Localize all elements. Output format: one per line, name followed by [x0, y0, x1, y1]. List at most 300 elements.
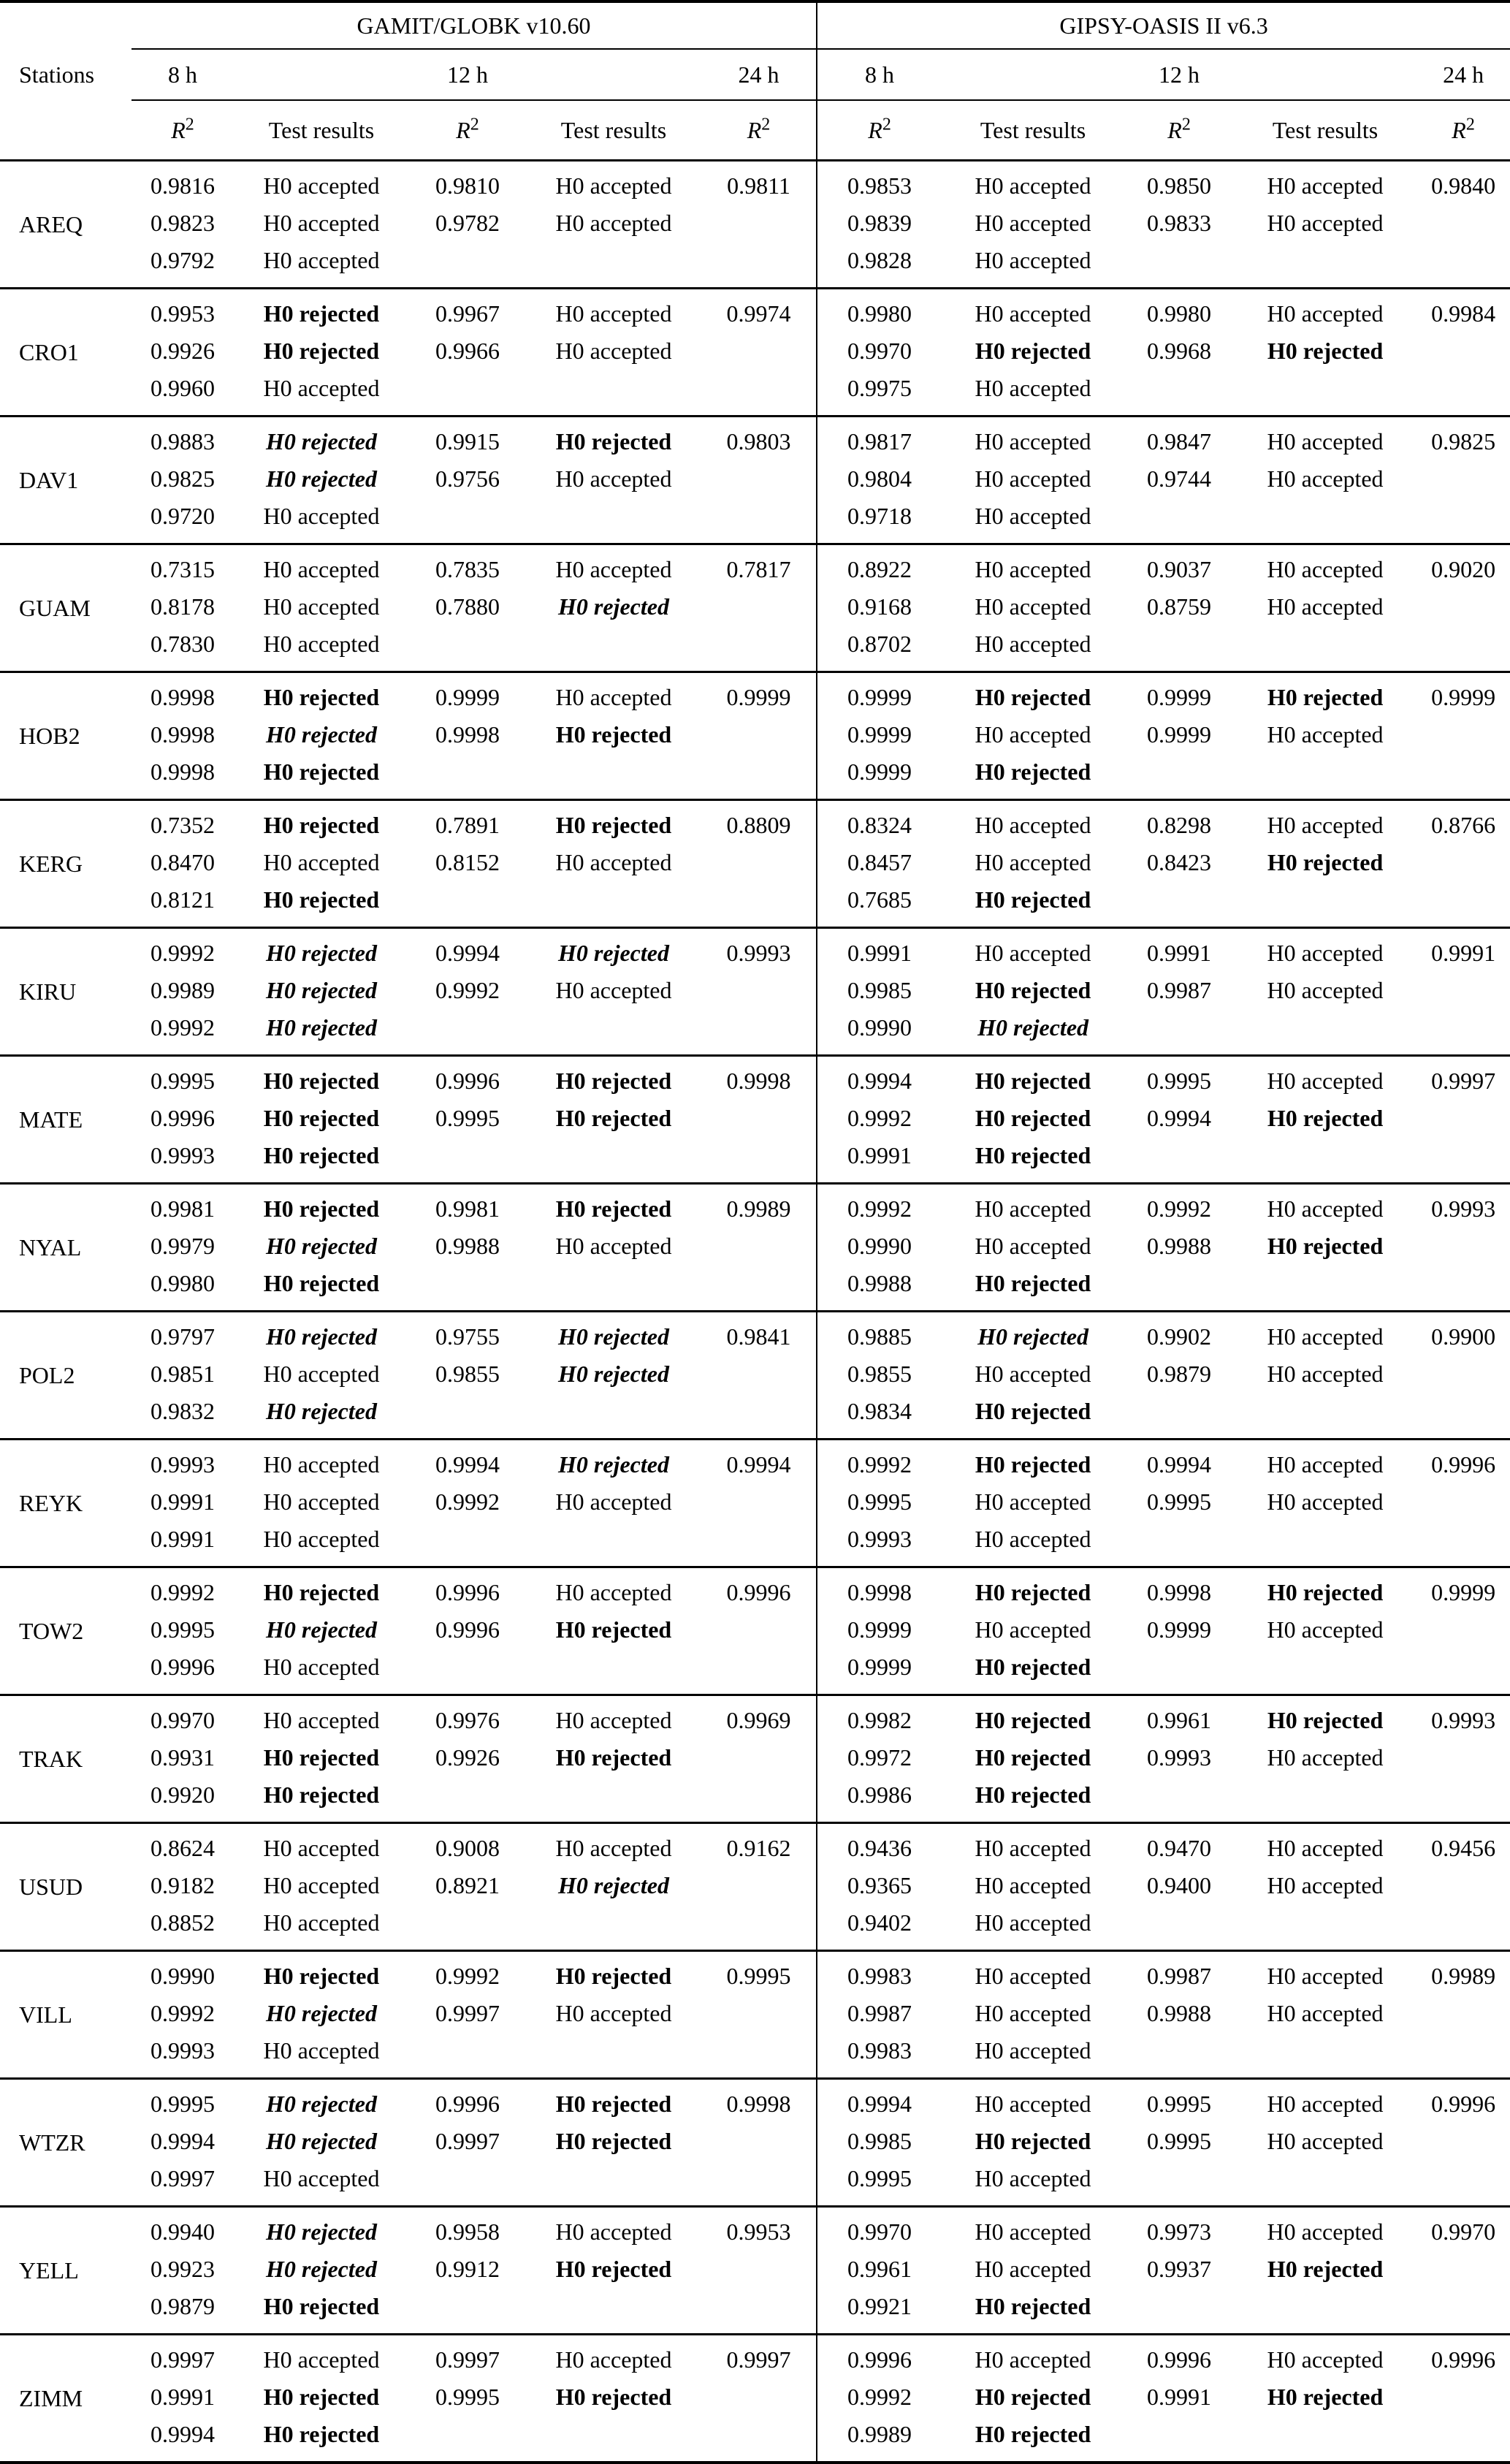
- r2-value: 0.9958: [435, 2218, 500, 2245]
- r2-value: 0.9900: [1431, 1323, 1496, 1350]
- table-row: [0, 1823, 1510, 1951]
- test-result: H0 rejected: [558, 593, 669, 620]
- r2-value: 0.9982: [847, 1707, 912, 1733]
- r2-value: 0.9755: [435, 1323, 500, 1350]
- test-result: H0 rejected: [263, 338, 380, 364]
- gamit-8h-r2-cell: [131, 1440, 234, 1567]
- r2-value: 0.9825: [150, 465, 215, 492]
- r2-value: 0.9992: [847, 1105, 912, 1131]
- station-name: TRAK: [0, 1695, 131, 1823]
- test-result: H0 rejected: [266, 1233, 377, 1259]
- r2-value: 0.9999: [847, 1616, 912, 1643]
- test-result: H0 rejected: [558, 940, 669, 966]
- test-result: H0 accepted: [975, 1488, 1091, 1515]
- test-result: H0 accepted: [1267, 1963, 1384, 1989]
- r2-value: 0.9969: [726, 1707, 791, 1733]
- table-row: [0, 672, 1510, 800]
- test-result: H0 accepted: [1267, 1323, 1384, 1350]
- gamit-24h-r2-cell: [701, 1823, 817, 1951]
- r2-value: 0.9990: [847, 1233, 912, 1259]
- table-row: [0, 2335, 1510, 2463]
- gipsy-24h-r2-cell: [1416, 2079, 1510, 2207]
- test-result: H0 rejected: [263, 300, 380, 327]
- r2-value: 0.9817: [847, 428, 912, 455]
- r2-value: 0.9037: [1147, 556, 1212, 582]
- r2-value: 0.9937: [1147, 2256, 1212, 2282]
- r2-value: 0.9879: [150, 2293, 215, 2319]
- table-row: [0, 544, 1510, 672]
- station-name: KERG: [0, 800, 131, 928]
- test-result: H0 accepted: [263, 1451, 380, 1478]
- station-name: VILL: [0, 1951, 131, 2079]
- test-result: H0 accepted: [975, 375, 1091, 401]
- test-result: H0 rejected: [266, 428, 377, 455]
- test-result: H0 accepted: [555, 338, 672, 364]
- test-result: H0 accepted: [975, 2218, 1091, 2245]
- r2-value: 0.9995: [1147, 1068, 1212, 1094]
- r2-value: 0.9825: [1431, 428, 1496, 455]
- test-result: H0 accepted: [975, 2256, 1091, 2282]
- gipsy-12h-r2-cell: [1124, 1823, 1234, 1951]
- test-result: H0 rejected: [555, 2256, 672, 2282]
- gipsy-24h-r2-cell: [1416, 1184, 1510, 1312]
- r2-value: 0.8298: [1147, 812, 1212, 838]
- gipsy-8h-test-cell: [942, 1056, 1124, 1184]
- r2-value: 0.9999: [847, 758, 912, 785]
- gamit-8h-r2-cell: [131, 1823, 234, 1951]
- r2-value: 0.8121: [150, 886, 215, 913]
- gamit-8h-r2-cell: [131, 1695, 234, 1823]
- gipsy-8h-r2-cell: [817, 289, 942, 417]
- table-row: [0, 800, 1510, 928]
- r2-value: 0.9993: [150, 1451, 215, 1478]
- gipsy-24h-r2-cell: [1416, 928, 1510, 1056]
- test-result: H0 rejected: [263, 758, 380, 785]
- gipsy-12h-r2-cell: [1124, 1312, 1234, 1440]
- gamit-12h-r2-cell: [409, 544, 526, 672]
- gamit-8h-test-cell: [234, 2335, 409, 2463]
- gamit-12h-r2-cell: [409, 1056, 526, 1184]
- gamit-12h-r2-cell: [409, 928, 526, 1056]
- software-title-row: [0, 1, 1510, 49]
- r2-value: 0.9995: [847, 2165, 912, 2191]
- test-result: H0 accepted: [555, 2218, 672, 2245]
- gamit-12h-r2-cell: [409, 289, 526, 417]
- r2-value: 0.9981: [435, 1195, 500, 1222]
- r2-value: 0.9851: [150, 1361, 215, 1387]
- r2-value: 0.9999: [847, 684, 912, 710]
- gipsy-8h-test-cell: [942, 1184, 1124, 1312]
- r2-value: 0.9994: [847, 2091, 912, 2117]
- station-name: CRO1: [0, 289, 131, 417]
- test-result: H0 accepted: [555, 1835, 672, 1861]
- test-result: H0 accepted: [555, 1488, 672, 1515]
- r2-value: 0.9994: [150, 2128, 215, 2154]
- gipsy-8h-r2-cell: [817, 1184, 942, 1312]
- test-result: H0 rejected: [266, 2091, 377, 2117]
- test-result: H0 accepted: [555, 1233, 672, 1259]
- test-result: H0 rejected: [266, 2256, 377, 2282]
- gipsy-12h-test-cell: [1234, 672, 1416, 800]
- test-result: H0 rejected: [1267, 2384, 1384, 2410]
- test-result: H0 accepted: [263, 849, 380, 875]
- r2-value: 0.9999: [1147, 1616, 1212, 1643]
- test-result: H0 accepted: [263, 375, 380, 401]
- r2-value: 0.9855: [847, 1361, 912, 1387]
- test-result: H0 rejected: [558, 1323, 669, 1350]
- station-name: GUAM: [0, 544, 131, 672]
- r2-value: 0.9996: [150, 1105, 215, 1131]
- test-result: H0 accepted: [975, 1963, 1091, 1989]
- r2-value: 0.9883: [150, 428, 215, 455]
- gamit-24h-r2-cell: [701, 2335, 817, 2463]
- r2-value: 0.9996: [1431, 1451, 1496, 1478]
- test-result: H0 rejected: [975, 2421, 1091, 2447]
- test-result: H0 accepted: [555, 684, 672, 710]
- gamit-12h-test-cell: [526, 1951, 701, 2079]
- r2-value: 0.9782: [435, 210, 500, 236]
- test-result: H0 rejected: [555, 1105, 672, 1131]
- r2-value: 0.9970: [847, 338, 912, 364]
- gamit-24h-r2-cell: [701, 1056, 817, 1184]
- spacer: [0, 100, 131, 161]
- test-results-header: Test results: [1234, 100, 1416, 161]
- r2-value: 0.9980: [150, 1270, 215, 1296]
- r2-value: 0.9987: [1147, 977, 1212, 1003]
- test-result: H0 accepted: [975, 593, 1091, 620]
- gamit-8h-header: 8 h: [131, 49, 234, 100]
- stations-header: Stations: [19, 61, 95, 88]
- test-result: H0 rejected: [266, 465, 377, 492]
- r2-value: 0.9997: [726, 2346, 791, 2373]
- r2-value: 0.9999: [1431, 684, 1496, 710]
- r2-value: 0.9992: [847, 1451, 912, 1478]
- gipsy-24h-r2-cell: [1416, 1056, 1510, 1184]
- test-result: H0 rejected: [1267, 1707, 1384, 1733]
- r2-value: 0.9995: [847, 1488, 912, 1515]
- r2-value: 0.9402: [847, 1909, 912, 1936]
- test-result: H0 rejected: [977, 1014, 1089, 1041]
- test-result: H0 rejected: [555, 1195, 672, 1222]
- gamit-12h-r2-cell: [409, 1951, 526, 2079]
- test-result: H0 accepted: [555, 210, 672, 236]
- gamit-12h-test-cell: [526, 1567, 701, 1695]
- test-result: H0 accepted: [263, 1361, 380, 1387]
- r2-value: 0.9970: [1431, 2218, 1496, 2245]
- station-name: DAV1: [0, 417, 131, 544]
- r2-value: 0.9828: [847, 247, 912, 273]
- test-result: H0 accepted: [1267, 2346, 1384, 2373]
- r2-value: 0.9718: [847, 503, 912, 529]
- test-result: H0 rejected: [555, 428, 672, 455]
- r2-value: 0.9996: [150, 1654, 215, 1680]
- test-result: H0 accepted: [263, 172, 380, 199]
- r2-value: 0.9976: [435, 1707, 500, 1733]
- test-result: H0 accepted: [555, 2000, 672, 2026]
- test-result: H0 rejected: [975, 977, 1091, 1003]
- test-result: H0 accepted: [1267, 1744, 1384, 1771]
- test-result: H0 rejected: [975, 1068, 1091, 1094]
- r2-value: 0.9855: [435, 1361, 500, 1387]
- r2-value: 0.7880: [435, 593, 500, 620]
- gipsy-8h-r2-cell: [817, 544, 942, 672]
- test-result: H0 accepted: [1267, 2091, 1384, 2117]
- test-result: H0 rejected: [1267, 1233, 1384, 1259]
- gipsy-24h-header: 24 h: [1416, 49, 1510, 100]
- r2-value: 0.9985: [847, 977, 912, 1003]
- test-result: H0 accepted: [975, 1835, 1091, 1861]
- r2-value: 0.9810: [435, 172, 500, 199]
- test-result: H0 accepted: [1267, 1361, 1384, 1387]
- r2-value: 0.9999: [1147, 721, 1212, 748]
- gamit-12h-r2-cell: [409, 1184, 526, 1312]
- gamit-8h-r2-cell: [131, 2335, 234, 2463]
- gipsy-8h-header: 8 h: [817, 49, 942, 100]
- gipsy-8h-test-cell: [942, 161, 1124, 289]
- r2-value: 0.9999: [1431, 1579, 1496, 1605]
- r2-value: 0.9997: [435, 2346, 500, 2373]
- test-result: H0 accepted: [1267, 1451, 1384, 1478]
- gipsy-12h-r2-cell: [1124, 1567, 1234, 1695]
- r2-value: 0.9975: [847, 375, 912, 401]
- test-results-header: Test results: [942, 100, 1124, 161]
- test-result: H0 accepted: [1267, 2128, 1384, 2154]
- r2-value: 0.9931: [150, 1744, 215, 1771]
- gamit-12h-r2-cell: [409, 2207, 526, 2335]
- r2-value: 0.9991: [150, 1488, 215, 1515]
- gamit-24h-r2-cell: [701, 289, 817, 417]
- r2-value: 0.9998: [435, 721, 500, 748]
- r2-value: 0.9923: [150, 2256, 215, 2282]
- gamit-8h-test-cell: [234, 161, 409, 289]
- r2-value: 0.9997: [435, 2128, 500, 2154]
- r2-value: 0.8423: [1147, 849, 1212, 875]
- test-result: H0 rejected: [263, 1142, 380, 1168]
- test-result: H0 accepted: [555, 465, 672, 492]
- station-name: REYK: [0, 1440, 131, 1567]
- gamit-12h-test-cell: [526, 800, 701, 928]
- gamit-8h-test-cell: [234, 672, 409, 800]
- r2-header: $R^2$: [817, 100, 942, 161]
- test-result: H0 rejected: [263, 1270, 380, 1296]
- test-result: H0 accepted: [975, 172, 1091, 199]
- r2-value: 0.8178: [150, 593, 215, 620]
- gamit-12h-test-cell: [526, 2079, 701, 2207]
- station-name: YELL: [0, 2207, 131, 2335]
- r2-value: 0.9834: [847, 1398, 912, 1424]
- gipsy-12h-test-cell: [1234, 544, 1416, 672]
- r2-value: 0.9926: [435, 1744, 500, 1771]
- gamit-12h-r2-cell: [409, 1440, 526, 1567]
- r2-value: 0.9972: [847, 1744, 912, 1771]
- r2-value: 0.8921: [435, 1872, 500, 1898]
- r2-value: 0.8702: [847, 631, 912, 657]
- test-result: H0 accepted: [263, 556, 380, 582]
- test-result: H0 accepted: [1267, 2000, 1384, 2026]
- test-result: H0 rejected: [263, 1744, 380, 1771]
- r2-value: 0.9974: [726, 300, 791, 327]
- r2-value: 0.9973: [1147, 2218, 1212, 2245]
- gamit-12h-test-cell: [526, 417, 701, 544]
- test-result: H0 accepted: [975, 1872, 1091, 1898]
- gipsy-8h-r2-cell: [817, 1312, 942, 1440]
- r2-value: 0.9999: [726, 684, 791, 710]
- test-result: H0 rejected: [263, 1068, 380, 1094]
- test-result: H0 accepted: [263, 1835, 380, 1861]
- gamit-24h-r2-cell: [701, 800, 817, 928]
- test-result: H0 rejected: [263, 1963, 380, 1989]
- r2-value: 0.9994: [1147, 1105, 1212, 1131]
- r2-value: 0.9997: [435, 2000, 500, 2026]
- test-result: H0 rejected: [266, 1323, 377, 1350]
- test-result: H0 accepted: [1267, 465, 1384, 492]
- gipsy-8h-test-cell: [942, 800, 1124, 928]
- test-result: H0 rejected: [263, 1195, 380, 1222]
- gipsy-8h-r2-cell: [817, 800, 942, 928]
- gipsy-8h-test-cell: [942, 2335, 1124, 2463]
- r2-value: 0.9991: [847, 1142, 912, 1168]
- r2-value: 0.9999: [847, 721, 912, 748]
- r2-value: 0.9998: [150, 721, 215, 748]
- r2-value: 0.9994: [1147, 1451, 1212, 1478]
- corner-cell: [0, 1, 131, 49]
- r2-value: 0.9970: [847, 2218, 912, 2245]
- gipsy-12h-test-cell: [1234, 417, 1416, 544]
- r2-value: 0.7315: [150, 556, 215, 582]
- test-result: H0 accepted: [263, 503, 380, 529]
- r2-value: 0.9162: [726, 1835, 791, 1861]
- r2-value: 0.9980: [1147, 300, 1212, 327]
- test-result: H0 rejected: [975, 684, 1091, 710]
- test-result: H0 rejected: [1267, 1105, 1384, 1131]
- gipsy-8h-test-cell: [942, 1951, 1124, 2079]
- gipsy-12h-test-cell: [1234, 2079, 1416, 2207]
- test-result: H0 accepted: [555, 2346, 672, 2373]
- station-name: NYAL: [0, 1184, 131, 1312]
- gipsy-8h-r2-cell: [817, 1440, 942, 1567]
- gipsy-24h-r2-cell: [1416, 1312, 1510, 1440]
- gamit-8h-test-cell: [234, 1695, 409, 1823]
- r2-value: 0.9915: [435, 428, 500, 455]
- gamit-24h-r2-cell: [701, 1184, 817, 1312]
- gamit-8h-r2-cell: [131, 1567, 234, 1695]
- r2-value: 0.9744: [1147, 465, 1212, 492]
- r2-value: 0.8759: [1147, 593, 1212, 620]
- gipsy-24h-r2-cell: [1416, 2335, 1510, 2463]
- r2-value: 0.9992: [150, 940, 215, 966]
- r2-value: 0.9168: [847, 593, 912, 620]
- table-row: [0, 1695, 1510, 1823]
- gamit-8h-r2-cell: [131, 161, 234, 289]
- r2-value: 0.9992: [150, 1014, 215, 1041]
- test-result: H0 accepted: [1267, 300, 1384, 327]
- r2-value: 0.9991: [150, 1526, 215, 1552]
- r2-value: 0.9997: [1431, 1068, 1496, 1094]
- test-result: H0 rejected: [975, 1654, 1091, 1680]
- gipsy-12h-test-cell: [1234, 1951, 1416, 2079]
- test-result: H0 rejected: [975, 1398, 1091, 1424]
- test-result: H0 accepted: [263, 1654, 380, 1680]
- r2-value: 0.9993: [847, 1526, 912, 1552]
- test-result: H0 rejected: [555, 2128, 672, 2154]
- test-result: H0 rejected: [555, 1068, 672, 1094]
- r2-value: 0.9991: [847, 940, 912, 966]
- r2-header: $R^2$: [701, 100, 817, 161]
- test-result: H0 rejected: [1267, 338, 1384, 364]
- r2-value: 0.9960: [150, 375, 215, 401]
- r2-value: 0.9996: [726, 1579, 791, 1605]
- r2-value: 0.8470: [150, 849, 215, 875]
- gamit-8h-r2-cell: [131, 928, 234, 1056]
- r2-value: 0.9920: [150, 1782, 215, 1808]
- r2-value: 0.7830: [150, 631, 215, 657]
- table-row: [0, 1440, 1510, 1567]
- test-result: H0 accepted: [1267, 428, 1384, 455]
- gamit-24h-r2-cell: [701, 161, 817, 289]
- r2-value: 0.9999: [435, 684, 500, 710]
- gipsy-24h-r2-cell: [1416, 417, 1510, 544]
- session-length-row: [0, 49, 1510, 100]
- gamit-12h-test-cell: [526, 1440, 701, 1567]
- gipsy-24h-r2-cell: [1416, 289, 1510, 417]
- r2-value: 0.9833: [1147, 210, 1212, 236]
- r2-value: 0.9823: [150, 210, 215, 236]
- r2-value: 0.9797: [150, 1323, 215, 1350]
- gipsy-24h-r2-cell: [1416, 1823, 1510, 1951]
- r2-value: 0.7891: [435, 812, 500, 838]
- table-row: [0, 1567, 1510, 1695]
- test-result: H0 accepted: [263, 1488, 380, 1515]
- test-result: H0 rejected: [266, 721, 377, 748]
- test-result: H0 rejected: [558, 1451, 669, 1478]
- gipsy-8h-test-cell: [942, 928, 1124, 1056]
- gipsy-8h-test-cell: [942, 544, 1124, 672]
- test-result: H0 rejected: [555, 1744, 672, 1771]
- r2-header: $R^2$: [1416, 100, 1510, 161]
- gipsy-8h-r2-cell: [817, 2207, 942, 2335]
- gamit-24h-r2-cell: [701, 1440, 817, 1567]
- gipsy-8h-test-cell: [942, 2079, 1124, 2207]
- r2-value: 0.9020: [1431, 556, 1496, 582]
- gipsy-24h-r2-cell: [1416, 1567, 1510, 1695]
- r2-value: 0.9850: [1147, 172, 1212, 199]
- test-result: H0 accepted: [555, 556, 672, 582]
- test-result: H0 accepted: [263, 210, 380, 236]
- gamit-12h-test-cell: [526, 928, 701, 1056]
- gipsy-8h-r2-cell: [817, 2079, 942, 2207]
- test-result: H0 accepted: [1267, 721, 1384, 748]
- r2-value: 0.9988: [1147, 2000, 1212, 2026]
- r2-value: 0.9968: [1147, 338, 1212, 364]
- r2-value: 0.8624: [150, 1835, 215, 1861]
- r2-value: 0.9983: [847, 2037, 912, 2064]
- test-result: H0 accepted: [555, 172, 672, 199]
- test-result: H0 accepted: [975, 721, 1091, 748]
- test-result: H0 rejected: [1267, 1579, 1384, 1605]
- test-result: H0 accepted: [975, 556, 1091, 582]
- gipsy-8h-test-cell: [942, 1312, 1124, 1440]
- r2-value: 0.9995: [726, 1963, 791, 1989]
- spacer: [942, 49, 1124, 100]
- gamit-8h-test-cell: [234, 2207, 409, 2335]
- test-result: H0 rejected: [555, 721, 672, 748]
- r2-value: 0.9803: [726, 428, 791, 455]
- test-result: H0 accepted: [1267, 2218, 1384, 2245]
- gipsy-12h-test-cell: [1234, 1056, 1416, 1184]
- gamit-8h-r2-cell: [131, 800, 234, 928]
- r2-value: 0.9756: [435, 465, 500, 492]
- station-name: MATE: [0, 1056, 131, 1184]
